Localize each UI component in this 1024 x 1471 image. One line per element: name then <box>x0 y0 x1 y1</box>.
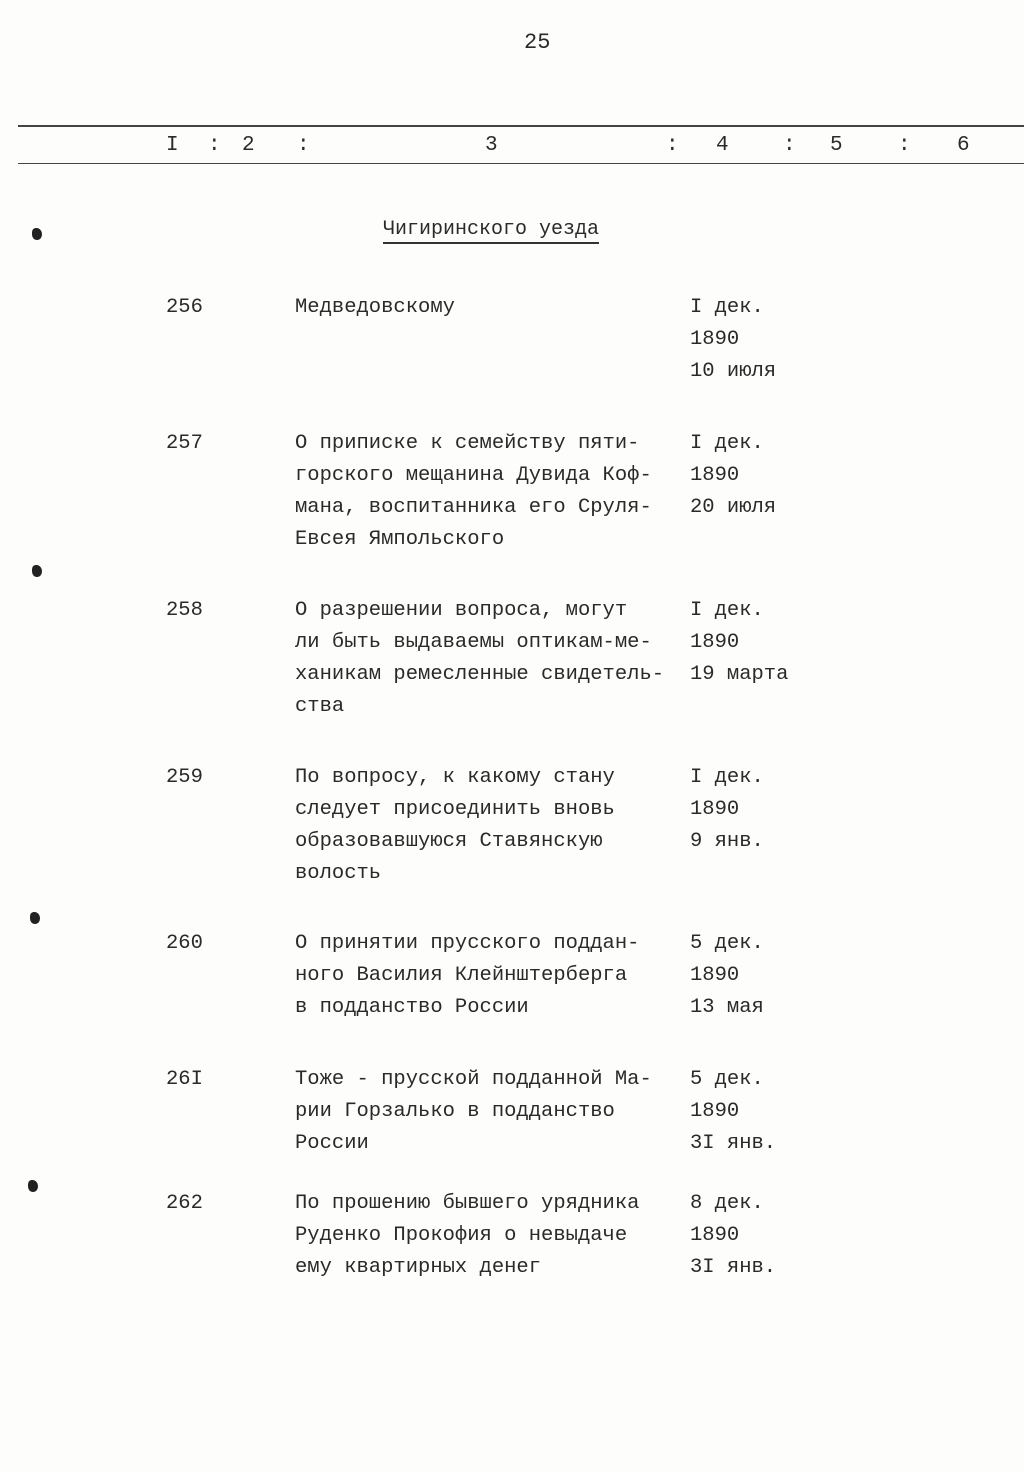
entry-desc-line: ного Василия Клейнштерберга <box>295 964 628 987</box>
entry-desc-line: О приписке к семейству пяти- <box>295 432 640 455</box>
entry-date-line: I дек. <box>690 432 764 455</box>
page-number: 25 <box>524 30 551 55</box>
entry-number: 256 <box>166 296 203 319</box>
entry-date-line: 10 июля <box>690 360 777 383</box>
entry-number: 262 <box>166 1192 203 1215</box>
header-top-rule <box>18 125 1024 127</box>
entry-date-line: 20 июля <box>690 496 777 519</box>
entry-desc-line: О разрешении вопроса, могут <box>295 599 628 622</box>
entry-date <box>690 1188 776 1284</box>
entry-number: 26I <box>166 1068 203 1091</box>
entry-date-line: 9 янв. <box>690 830 764 853</box>
entry-date-line: 5 дек. <box>690 932 764 955</box>
entry-desc-line: образовавшуюся Ставянскую <box>295 830 603 853</box>
section-title: Чигиринского уезда <box>383 218 599 244</box>
entry-desc-line: По прошению бывшего урядника <box>295 1192 640 1215</box>
entry-desc-line: ханикам ремесленные свидетель- <box>295 663 665 686</box>
entry-date <box>690 595 788 691</box>
entry-desc-line: рии Горзалько в подданство <box>295 1100 615 1123</box>
header-bottom-rule <box>18 163 1024 164</box>
entry-date <box>690 1064 776 1160</box>
entry-date-line: 1890 <box>690 964 740 987</box>
entry-date-line: I дек. <box>690 599 764 622</box>
entry-desc-line: мана, воспитанника его Сруля- <box>295 496 652 519</box>
entry-date-line: 1890 <box>690 798 740 821</box>
entry-date-line: 1890 <box>690 631 740 654</box>
entry-desc <box>295 595 664 723</box>
entry-date <box>690 928 764 1024</box>
entry-desc-line: в подданство России <box>295 996 529 1019</box>
entry-desc-line: Евсея Ямпольского <box>295 528 505 551</box>
entry-date <box>690 762 764 858</box>
entry-date-line: 19 марта <box>690 663 789 686</box>
column-1: I <box>166 134 179 157</box>
entry-desc <box>295 928 639 1024</box>
entry-number: 258 <box>166 599 203 622</box>
entry-desc <box>295 762 615 890</box>
entry-desc-line: горского мещанина Дувида Коф- <box>295 464 652 487</box>
entry-desc <box>295 1064 652 1160</box>
entry-number: 257 <box>166 432 203 455</box>
entry-date-line: 13 мая <box>690 996 764 1019</box>
entry-desc-line: следует присоединить вновь <box>295 798 615 821</box>
entry-date-line: 1890 <box>690 1224 740 1247</box>
entry-desc <box>295 1188 639 1284</box>
entry-date-line: 3I янв. <box>690 1132 777 1155</box>
entry-date <box>690 428 776 524</box>
entry-desc-line: ему квартирных денег <box>295 1256 542 1279</box>
entry-desc-line: По вопросу, к какому стану <box>295 766 615 789</box>
entry-date-line: 1890 <box>690 328 740 351</box>
entry-desc <box>295 292 455 324</box>
entry-date-line: 1890 <box>690 1100 740 1123</box>
entry-number: 259 <box>166 766 203 789</box>
entry-date-line: I дек. <box>690 296 764 319</box>
column-6: 6 <box>957 134 970 157</box>
entry-date-line: 5 дек. <box>690 1068 764 1091</box>
column-5: 5 <box>830 134 843 157</box>
entry-date-line: 3I янв. <box>690 1256 777 1279</box>
entry-desc-line: Руденко Прокофия о невыдаче <box>295 1224 628 1247</box>
entry-date-line: I дек. <box>690 766 764 789</box>
entry-desc-line: России <box>295 1132 369 1155</box>
entry-date-line: 8 дек. <box>690 1192 764 1215</box>
entry-desc-line: ства <box>295 695 345 718</box>
entry-desc <box>295 428 652 556</box>
column-4: 4 <box>716 134 729 157</box>
entry-date-line: 1890 <box>690 464 740 487</box>
entry-number: 260 <box>166 932 203 955</box>
entry-desc-line: ли быть выдаваемы оптикам-ме- <box>295 631 652 654</box>
entry-desc-line: О принятии прусского поддан- <box>295 932 640 955</box>
entry-desc-line: Тоже - прусской подданной Ма- <box>295 1068 652 1091</box>
entry-date <box>690 292 776 388</box>
column-2: 2 <box>242 134 255 157</box>
entry-desc-line: Медведовскому <box>295 296 455 319</box>
entry-desc-line: волость <box>295 862 382 885</box>
column-3: 3 <box>485 134 498 157</box>
